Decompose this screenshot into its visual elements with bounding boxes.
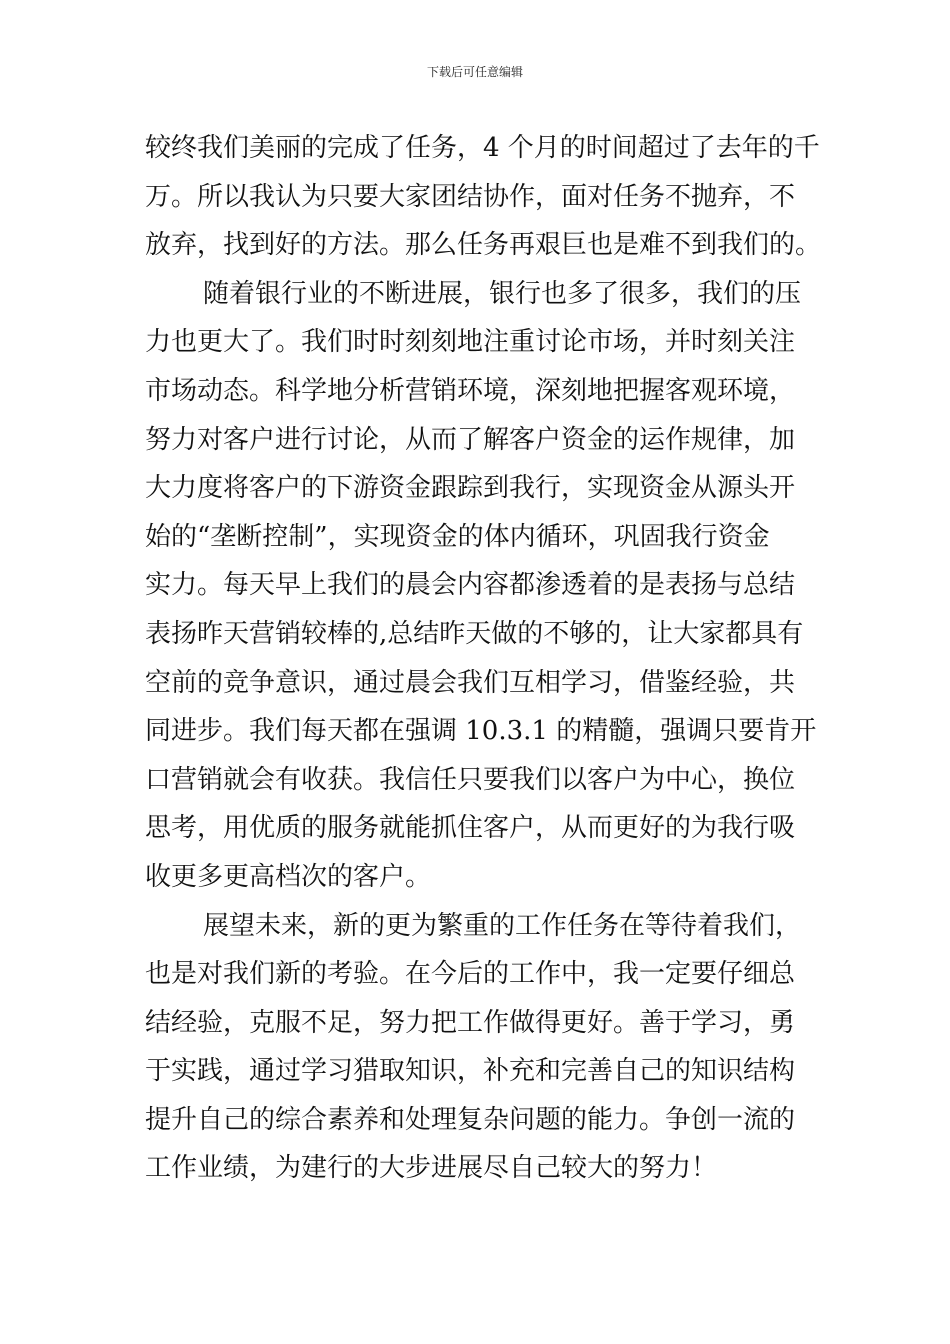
document-body	[145, 124, 822, 1193]
text-line: 思考，用优质的服务就能抓住客户，从而更好的为我行吸	[145, 813, 796, 844]
text-line: 工作业绩，为建行的大步进展尽自己较大的努力！	[145, 1153, 718, 1184]
text-line: 随着银行业的不断进展，银行也多了很多，我们的压	[203, 278, 802, 309]
text-line: 始的“垄断控制”，实现资金的体内循环，巩固我行资金	[145, 521, 770, 552]
text-line: 结经验，克服不足，努力把工作做得更好。善于学习，勇	[145, 1007, 796, 1038]
text-line: 空前的竞争意识，通过晨会我们互相学习，借鉴经验，共	[145, 667, 796, 698]
text-line: 市场动态。科学地分析营销环境，深刻地把握客观环境，	[145, 375, 796, 406]
text-line: 努力对客户进行讨论，从而了解客户资金的运作规律，加	[145, 424, 796, 455]
text-line: 口营销就会有收获。我信任只要我们以客户为中心，换位	[145, 764, 796, 795]
paragraph	[145, 902, 807, 1194]
paragraph	[145, 124, 822, 270]
text-line: 实力。每天早上我们的晨会内容都渗透着的是表扬与总结	[145, 570, 796, 601]
text-line: 表扬昨天营销较棒的,总结昨天做的不够的，让大家都具有	[145, 618, 804, 649]
page-header: 下载后可任意编辑	[426, 65, 523, 79]
text-line: 较终我们美丽的完成了任务，4 个月的时间超过了去年的千	[145, 133, 820, 163]
text-line: 也是对我们新的考验。在今后的工作中，我一定要仔细总	[145, 959, 796, 990]
text-line: 万。所以我认为只要大家团结协作，面对任务不抛弃，不	[145, 181, 796, 212]
text-line: 放弃，找到好的方法。那么任务再艰巨也是难不到我们的。	[145, 230, 822, 261]
text-line: 收更多更高档次的客户。	[145, 861, 432, 892]
text-line: 大力度将客户的下游资金跟踪到我行，实现资金从源头开	[145, 473, 796, 504]
paragraph	[145, 270, 817, 902]
text-line: 同进步。我们每天都在强调 10.3.1 的精髓，强调只要肯开	[145, 716, 817, 747]
text-line: 提升自己的综合素养和处理复杂问题的能力。争创一流的	[145, 1104, 796, 1135]
text-line: 力也更大了。我们时时刻刻地注重讨论市场，并时刻关注	[145, 327, 796, 358]
text-line: 展望未来，新的更为繁重的工作任务在等待着我们，	[203, 910, 802, 941]
text-line: 于实践，通过学习猎取知识，补充和完善自己的知识结构	[145, 1056, 796, 1087]
